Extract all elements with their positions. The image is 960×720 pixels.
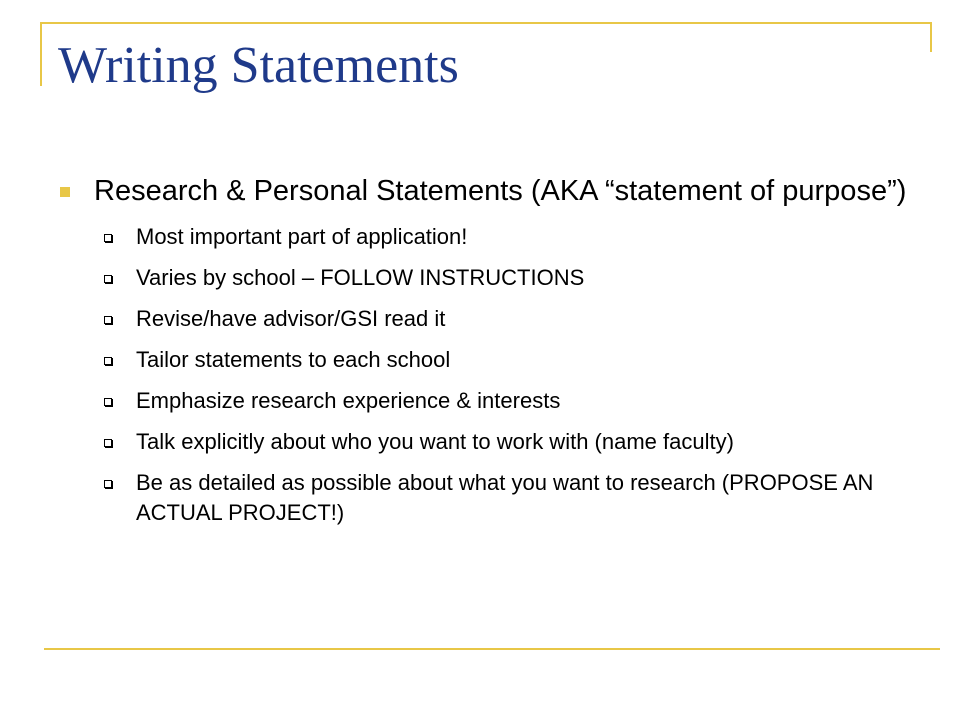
main-bullet-item xyxy=(58,172,908,210)
sub-bullet-text: Varies by school – FOLLOW INSTRUCTIONS xyxy=(136,265,585,290)
frame-right-line xyxy=(930,22,932,52)
frame-left-line xyxy=(40,22,42,86)
slide-title: Writing Statements xyxy=(58,37,459,94)
hollow-square-icon xyxy=(104,480,112,488)
sub-bullet-text: Most important part of application! xyxy=(136,224,468,249)
hollow-square-icon xyxy=(104,275,112,283)
hollow-square-icon xyxy=(104,316,112,324)
sub-bullet-text: Revise/have advisor/GSI read it xyxy=(136,306,446,331)
main-bullet-text: Research & Personal Statements (AKA “statement of purpose”) xyxy=(94,175,907,207)
slide-content xyxy=(58,172,908,539)
frame-top-line xyxy=(40,22,932,24)
sub-bullet-item xyxy=(58,468,908,528)
sub-bullet-item xyxy=(58,263,908,293)
sub-bullet-item xyxy=(58,304,908,334)
sub-bullet-item xyxy=(58,386,908,416)
hollow-square-icon xyxy=(104,398,112,406)
frame-bottom-line xyxy=(44,648,940,650)
hollow-square-icon xyxy=(104,439,112,447)
hollow-square-icon xyxy=(104,234,112,242)
sub-bullet-text: Tailor statements to each school xyxy=(136,347,451,372)
sub-bullet-item xyxy=(58,427,908,457)
sub-bullet-item xyxy=(58,222,908,252)
sub-bullet-text: Emphasize research experience & interests xyxy=(136,388,561,413)
sub-bullet-text: Be as detailed as possible about what you want to research (PROPOSE AN ACTUAL PROJECT!) xyxy=(136,470,874,525)
sub-bullet-list xyxy=(58,222,908,528)
sub-bullet-text: Talk explicitly about who you want to work with (name faculty) xyxy=(136,429,734,454)
filled-square-icon xyxy=(60,187,70,197)
sub-bullet-item xyxy=(58,345,908,375)
hollow-square-icon xyxy=(104,357,112,365)
